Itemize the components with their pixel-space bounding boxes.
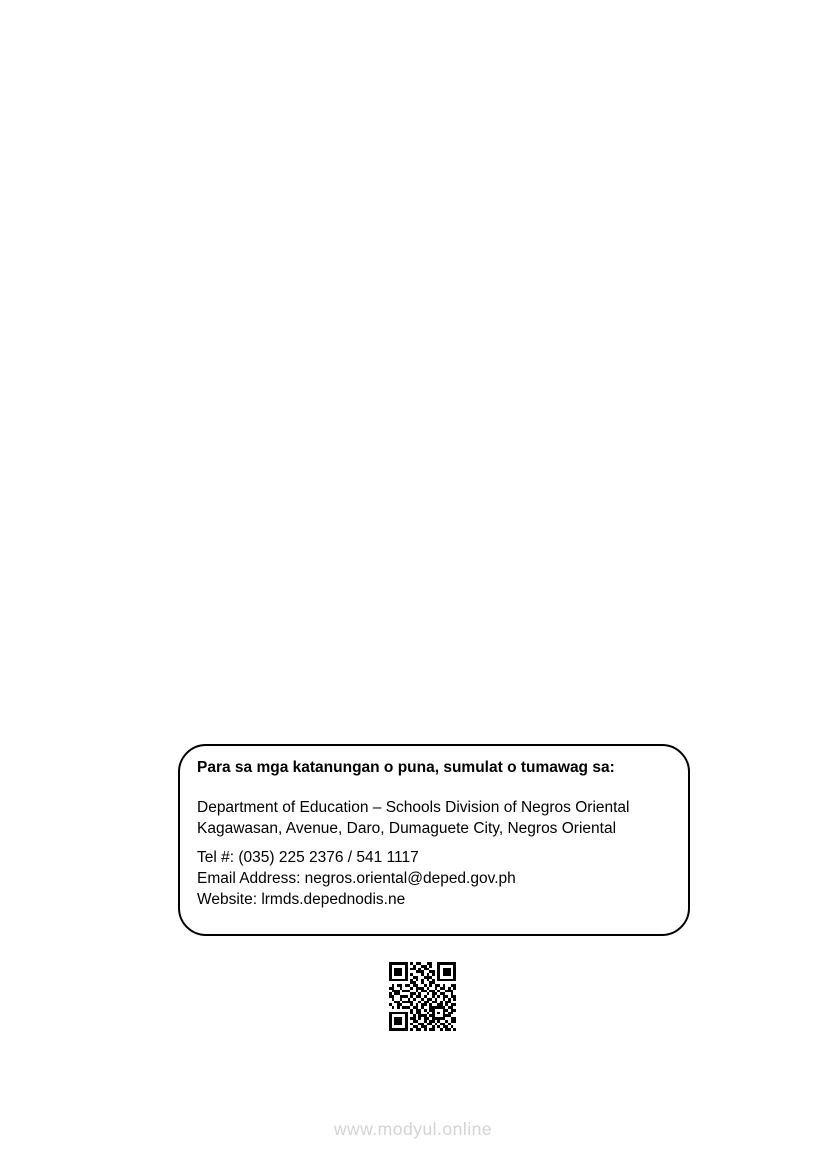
org-name-line: Department of Education – Schools Division of Negros Oriental [197, 799, 630, 816]
contact-box [178, 744, 690, 936]
watermark: www.modyul.online [333, 1119, 493, 1139]
website-line: Website: lrmds.depednodis.ne [197, 891, 406, 908]
org-block [197, 797, 674, 839]
tel-line: Tel #: (035) 225 2376 / 541 1117 [197, 849, 419, 866]
org-address-line: Kagawasan, Avenue, Daro, Dumaguete City, Negros Oriental [197, 820, 617, 837]
qr-code [389, 962, 456, 1031]
email-line: Email Address: negros.oriental@deped.gov.ph [197, 870, 516, 887]
contact-details-block [197, 847, 674, 910]
contact-heading: Para sa mga katanungan o puna, sumulat o tumawag sa: [197, 759, 615, 776]
